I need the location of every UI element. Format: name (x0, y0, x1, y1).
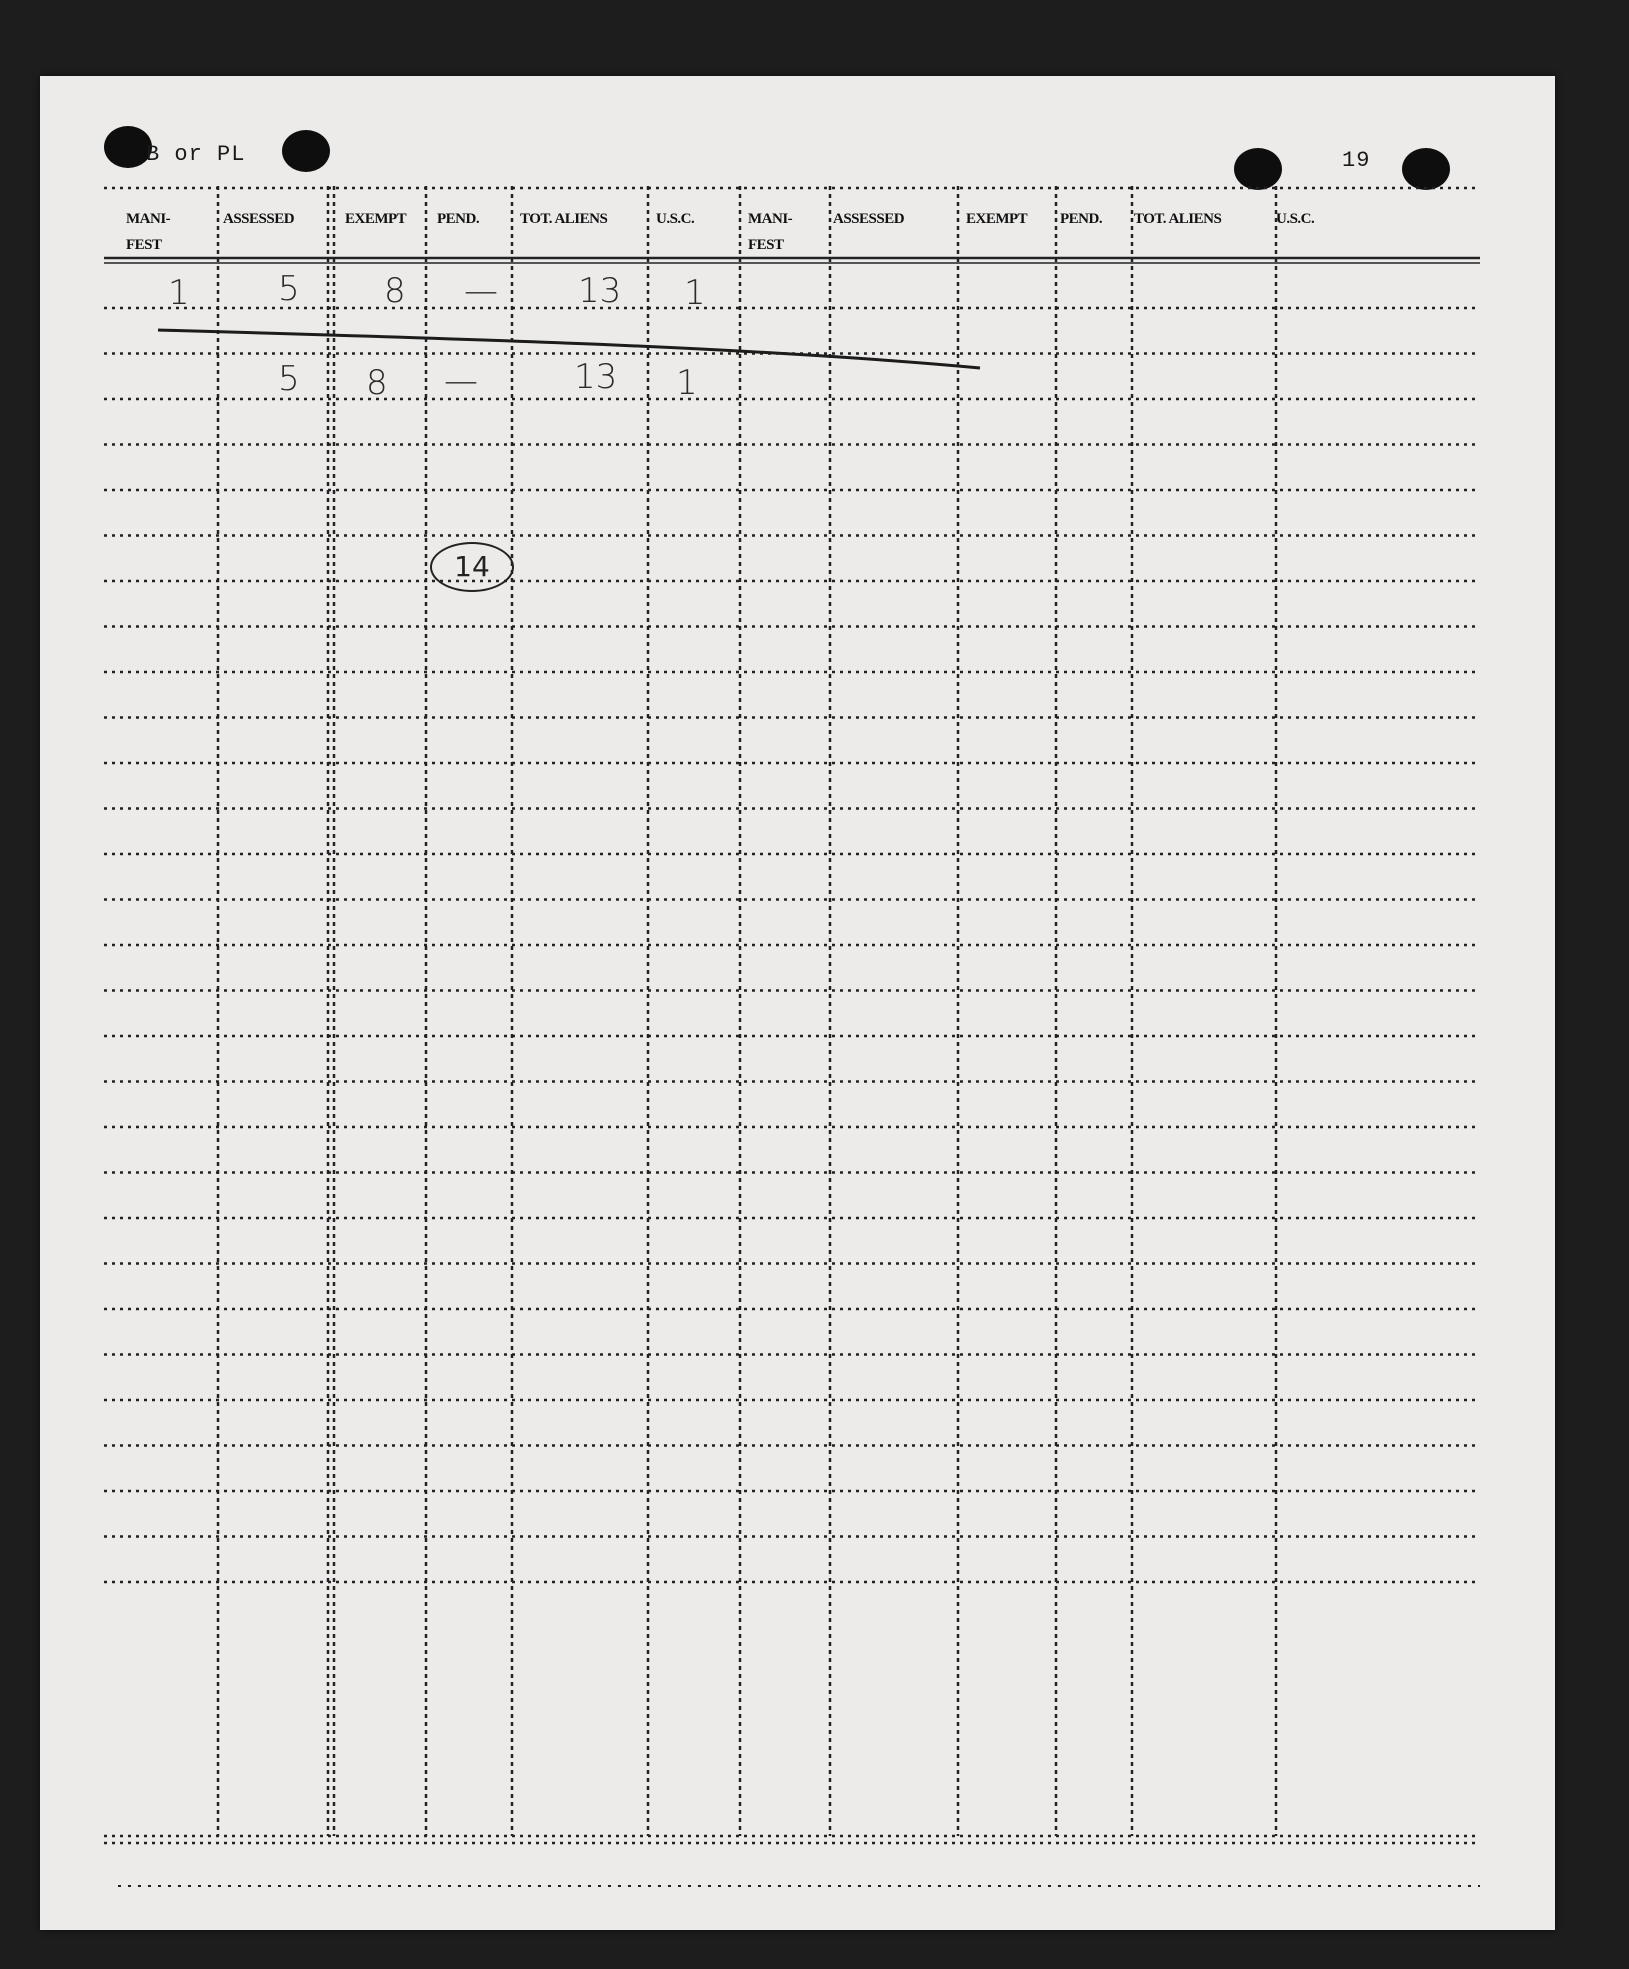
col-head-usc: U.S.C. (656, 211, 695, 227)
col-head-assessed: ASSESSED (223, 211, 295, 227)
entry-usc: 1 (684, 273, 706, 313)
total-assessed: 5 (278, 359, 300, 399)
total-tot-aliens: 13 (574, 357, 618, 397)
entry-tot-aliens: 13 (578, 271, 622, 311)
entry-manifest: 1 (168, 273, 190, 313)
tally-sheet (40, 76, 1555, 1930)
col-head-exempt: EXEMPT (966, 211, 1028, 227)
entry-assessed: 5 (278, 269, 300, 309)
year-label: 19 (1342, 148, 1371, 173)
col-head-assessed: ASSESSED (833, 211, 905, 227)
col-head-exempt: EXEMPT (345, 211, 407, 227)
col-head-manifest: MANI- FEST (126, 211, 171, 253)
total-usc: 1 (676, 363, 698, 403)
total-exempt: 8 (366, 363, 388, 403)
circled-total: 14 (430, 542, 514, 592)
entry-exempt: 8 (384, 271, 406, 311)
col-head-usc: U.S.C. (1276, 211, 1315, 227)
entry-pend: — (464, 271, 498, 311)
vessel-label: B or PL (146, 142, 246, 167)
col-head-tot-aliens: TOT. ALIENS (1134, 211, 1222, 227)
total-pend: — (444, 361, 478, 401)
col-head-pend: PEND. (437, 211, 480, 227)
col-head-manifest: MANI- FEST (748, 211, 793, 253)
col-head-tot-aliens: TOT. ALIENS (520, 211, 608, 227)
col-head-pend: PEND. (1060, 211, 1103, 227)
dotted-grid (40, 76, 1555, 1930)
